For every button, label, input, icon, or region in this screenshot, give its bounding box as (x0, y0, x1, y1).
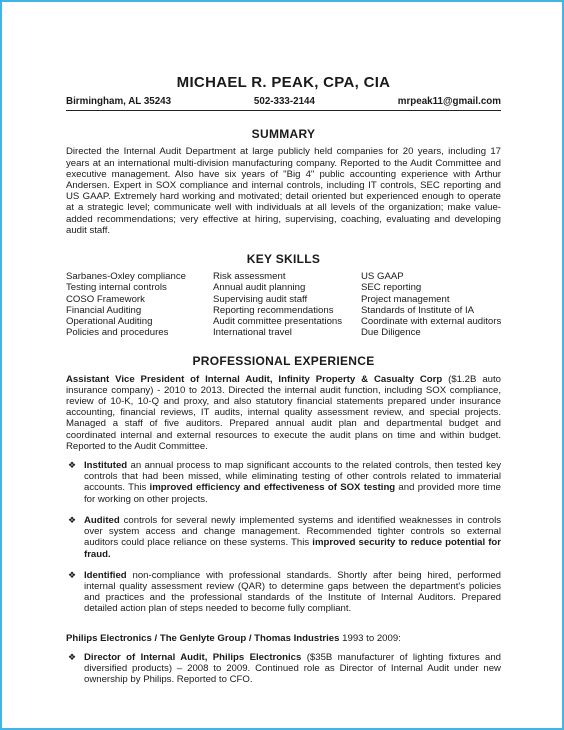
summary-text: Directed the Internal Audit Department at large publicly held companies for 20 years, including 17 years at an international multi-division manufacturing company. Reported to the Audit Committee and executive management. Also have six years of "Big 4" public accounting experience with Arthur Andersen. Expert in SOX compliance and internal controls, including IT controls, SEC reporting and US GAAP. Extremely hard working and motivated; detail oriented but experienced enough to operate at a strategic level; communicate well with individuals at all levels of the organization; make value-added recommendations; very effective at hiring, supervising, coaching, evaluating and developing audit staff. (66, 146, 501, 236)
bullet-text: non-compliance with professional standards. Shortly after being hired, performed internal quality assessment review (QAR) to determine gaps between the department's policies and practices and the professional standards of the Institute of Internal Auditors. Prepared detailed action plan of steps needed to become fully compliant. (84, 569, 501, 615)
skill-item: Project management (361, 293, 450, 305)
email: mrpeak11@gmail.com (397, 96, 501, 107)
bullet-lead: Identified (84, 569, 127, 581)
experience-heading: PROFESSIONAL EXPERIENCE (192, 354, 375, 369)
company-line (66, 633, 501, 644)
skill-item: Due Diligence (361, 327, 421, 339)
skill-item: Audit committee presentations (213, 316, 343, 328)
diamond-bullet-icon: ❖ (68, 460, 77, 471)
skill-item: Sarbanes-Oxley compliance (66, 271, 186, 283)
skill-item: Coordinate with external auditors (361, 316, 502, 328)
list-item (66, 460, 501, 505)
phone: 502-333-2144 (253, 96, 315, 107)
skill-item: Financial Auditing (66, 304, 142, 316)
skills-heading: KEY SKILLS (246, 252, 321, 267)
skill-item: Reporting recommendations (213, 304, 334, 316)
achievement-list (66, 460, 501, 614)
diamond-bullet-icon: ❖ (68, 569, 77, 580)
bullet-lead: Instituted (84, 460, 128, 472)
resume-document (66, 74, 501, 695)
skill-item: US GAAP (361, 271, 404, 283)
company-dates: 1993 to 2009: (339, 632, 401, 644)
diamond-bullet-icon: ❖ (68, 651, 77, 662)
skill-item: Supervising audit staff (213, 293, 308, 305)
location: Birmingham, AL 35243 (66, 96, 172, 107)
role-list (66, 652, 501, 686)
job-title: Assistant Vice President of Internal Audit, Infinity Property & Casualty Corp (66, 373, 443, 385)
list-item (66, 570, 501, 615)
bullet-lead: Audited (84, 514, 120, 526)
skill-item: Risk assessment (213, 271, 286, 283)
candidate-name: MICHAEL R. PEAK, CPA, CIA (176, 74, 391, 91)
skill-item: Annual audit planning (213, 282, 306, 294)
skill-item: Policies and procedures (66, 327, 169, 339)
diamond-bullet-icon: ❖ (68, 514, 77, 525)
company-name: Philips Electronics / The Genlyte Group / Thomas Industries (66, 632, 340, 644)
contact-line (66, 93, 501, 111)
list-item (66, 652, 501, 686)
skill-item: Standards of Institute of IA (361, 304, 475, 316)
skill-item: International travel (213, 327, 292, 339)
bullet-lead: Director of Internal Audit, Philips Electronics (84, 651, 302, 663)
bullet-text: ($35B manufacturer of lighting fixtures and diversified products) – 2008 to 2009. Continued role as Director of Internal Audit under new ownership by Philips. Reported to CFO. (84, 651, 501, 686)
bullet-text: controls for several newly implemented systems and identified weaknesses in controls over system access and change management. Recommended tighter controls so external auditors could place reliance on these systems. This (84, 514, 501, 549)
job-description: ($1.2B auto insurance company) - 2010 to 2013. Directed the internal audit function, including SOX compliance, review of 10-K, 10-Q and proxy, and also statutory financial statements prepared under insurance accounting, financial reviews, IT audits, internal quality assessment review, and special projects. Managed a staff of five auditors. Prepared annual audit plan and departmental budget and coordinated internal and external resources to execute the audit plans on time and within budget. Reported to the Audit Committee. (66, 373, 501, 452)
job-summary (66, 374, 501, 452)
skill-item: Testing internal controls (66, 282, 167, 294)
bullet-text: and provided more time for working on other projects. (84, 482, 502, 505)
skill-item: COSO Framework (66, 293, 145, 305)
skill-item: Operational Auditing (66, 316, 153, 328)
bullet-highlight: improved efficiency and effectiveness of SOX testing (149, 482, 396, 494)
bullet-text: an annual process to map significant accounts to the related controls, then tested key controls that had been missed, while eliminating testing of other controls related to immaterial accounts. This (84, 460, 501, 494)
bullet-highlight: improved security to reduce potential for fraud. (84, 537, 501, 560)
skills-grid (66, 271, 501, 338)
summary-heading: SUMMARY (251, 127, 316, 142)
skill-item: SEC reporting (361, 282, 422, 294)
list-item (66, 515, 501, 560)
